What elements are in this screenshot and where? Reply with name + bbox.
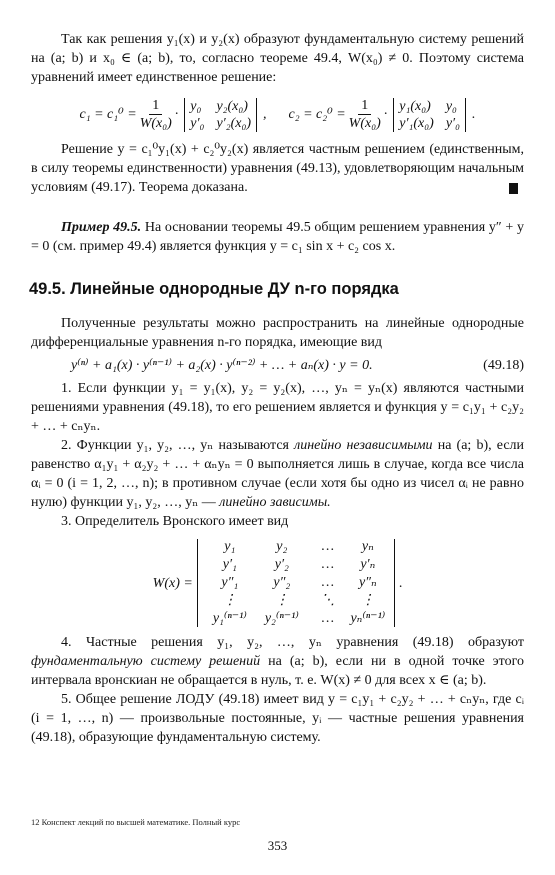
term-linearly-independent: линейно независимыми bbox=[294, 438, 433, 453]
wronskian-determinant bbox=[197, 539, 395, 627]
wr-cell: y″ₙ bbox=[358, 575, 377, 590]
wr-cell: y″₂ bbox=[273, 575, 291, 590]
formula-c-constants bbox=[31, 97, 524, 132]
c2-det-cell: y′₀ bbox=[445, 115, 460, 131]
equation-body: y⁽ⁿ⁾ + a₁(x) · y⁽ⁿ⁻¹⁾ + a₂(x) · y⁽ⁿ⁻²⁾ + … + aₙ(x) · y = 0. bbox=[71, 358, 373, 373]
example-text: На основании теоремы 49.5 общим решением уравнения y″ + y = 0 (см. пример 49.4) является функция y = c₁ sin x + c₂ cos x. bbox=[31, 220, 525, 254]
wr-cell: y′₁ bbox=[222, 557, 237, 572]
c2-det-cell: y₁(x₀) bbox=[399, 98, 431, 114]
example-49-5 bbox=[31, 218, 524, 256]
item-4-part-a: 4. Частные решения y₁, y₂, …, yₙ уравнения (49.18) образуют bbox=[61, 635, 524, 650]
item-5: 5. Общее решение ЛОДУ (49.18) имеет вид y = c₁y₁ + c₂y₂ + … + cₙyₙ, где cᵢ (i = 1, …, n) — произвольные постоянные, yᵢ — частные решения уравнения (49.18), образующие фундаментальную систему. bbox=[31, 692, 524, 745]
c2-dot: · bbox=[383, 107, 388, 122]
c2-lhs: c₂ = c₂⁰ = bbox=[288, 107, 346, 122]
formula-end: . bbox=[471, 107, 476, 122]
page-number: 353 bbox=[267, 838, 288, 853]
c2-determinant bbox=[393, 98, 466, 132]
c1-det-cell: y′₀ bbox=[190, 115, 205, 131]
wr-cell: … bbox=[321, 611, 335, 626]
c1-det-cell: y′₂(x₀) bbox=[216, 115, 251, 131]
c1-dot: · bbox=[174, 107, 179, 122]
footer-note: 12 Конспект лекций по высшей математике. Полный курс bbox=[31, 817, 241, 827]
paragraph-1: Так как решения y₁(x) и y₂(x) образуют фундаментальную систему решений на (a; b) и x₀ ∈ (a; b), то, согласно теореме 49.4, W(x₀) ≠ 0. Поэтому система уравнений имеет единственное решение: bbox=[31, 32, 524, 85]
c1-fraction bbox=[140, 97, 172, 132]
item-2 bbox=[31, 436, 524, 512]
wr-cell: y′₂ bbox=[274, 557, 289, 572]
c2-det-cell: y₀ bbox=[445, 98, 457, 114]
wr-cell: ⋮ bbox=[274, 593, 289, 608]
wr-cell: y₁⁽ⁿ⁻¹⁾ bbox=[212, 611, 247, 626]
wr-cell: y₁ bbox=[224, 539, 236, 554]
c1-det-cell: y₀ bbox=[190, 98, 202, 114]
wr-cell: yₙ bbox=[361, 539, 374, 554]
item-1: 1. Если функции y₁ = y₁(x), y₂ = y₂(x), …, yₙ = yₙ(x) являются частными решениями уравнения (49.18), то его решением является и функция y = c₁y₁ + c₂y₂ + … + cₙyₙ. bbox=[31, 381, 524, 434]
wr-cell: y₂⁽ⁿ⁻¹⁾ bbox=[264, 611, 299, 626]
wr-cell: ⋮ bbox=[222, 593, 237, 608]
wronskian-formula bbox=[31, 539, 524, 627]
wr-cell: … bbox=[321, 575, 335, 590]
item-3: 3. Определитель Вронского имеет вид bbox=[61, 514, 289, 529]
paragraph-2-row bbox=[31, 140, 524, 197]
c1-denominator: W(x₀) bbox=[139, 116, 172, 131]
term-fundamental-system: фундаментальную систему решений bbox=[31, 654, 261, 669]
equation-number: (49.18) bbox=[483, 358, 524, 373]
c1-det-cell: y₂(x₀) bbox=[216, 98, 248, 114]
wr-cell: yₙ⁽ⁿ⁻¹⁾ bbox=[350, 611, 386, 626]
c1-lhs: c₁ = c₁⁰ = bbox=[79, 107, 137, 122]
item-2-part-b: на (a; b), если равенство α₁y₁ + α₂y₂ + … + αₙyₙ = 0 выполняется лишь в случае, когда все числа αᵢ = 0 (i = 1, 2, …, n); в противном случае (если хотя бы одно из чисел αᵢ не равно нулю) функции y₁, y₂, …, yₙ — bbox=[31, 438, 525, 510]
wr-cell: y₂ bbox=[276, 539, 288, 554]
wronskian-label: W(x) = bbox=[152, 575, 193, 591]
page-content bbox=[31, 30, 524, 747]
c2-fraction bbox=[349, 97, 381, 132]
intro-paragraph: Полученные результаты можно распространить на линейные однородные дифференциальные уравнения n-го порядка, имеющие вид bbox=[31, 316, 524, 350]
qed-square-icon bbox=[509, 183, 518, 194]
c2-det-cell: y′₁(x₀) bbox=[399, 115, 434, 131]
c2-numerator: 1 bbox=[358, 97, 371, 115]
c1-numerator: 1 bbox=[149, 97, 162, 115]
wr-cell: y′ₙ bbox=[360, 557, 376, 572]
wr-cell: … bbox=[321, 557, 335, 572]
wr-cell: ⋮ bbox=[360, 593, 375, 608]
equation-49-18 bbox=[31, 356, 524, 375]
wr-cell: … bbox=[321, 539, 335, 554]
section-title: 49.5. Линейные однородные ДУ n-го порядка bbox=[29, 280, 399, 298]
wr-cell: y″₁ bbox=[221, 575, 239, 590]
item-2-part-a: 2. Функции y₁, y₂, …, yₙ называются bbox=[61, 438, 289, 453]
paragraph-2: Решение y = c₁⁰y₁(x) + c₂⁰y₂(x) является частным решением (единственным, в силу теоремы единственности) уравнения (49.13), удовлетворяющим начальным условиям (49.17). Теорема доказана. bbox=[31, 142, 524, 195]
formula-separator: , bbox=[263, 107, 267, 122]
example-label: Пример 49.5. bbox=[61, 220, 142, 235]
c1-determinant bbox=[184, 98, 257, 132]
item-4-part-b: на (a; b), если ни в одной точке этого интервала вронскиан не обращается в нуль, т. е. W(x) ≠ 0 для всех x ∈ (a; b). bbox=[31, 654, 524, 688]
wr-cell: ⋱ bbox=[320, 593, 335, 608]
item-4 bbox=[31, 633, 524, 690]
term-linearly-dependent: линейно зависимы. bbox=[219, 495, 331, 510]
wronskian-end: . bbox=[398, 575, 403, 591]
c2-denominator: W(x₀) bbox=[348, 116, 381, 131]
